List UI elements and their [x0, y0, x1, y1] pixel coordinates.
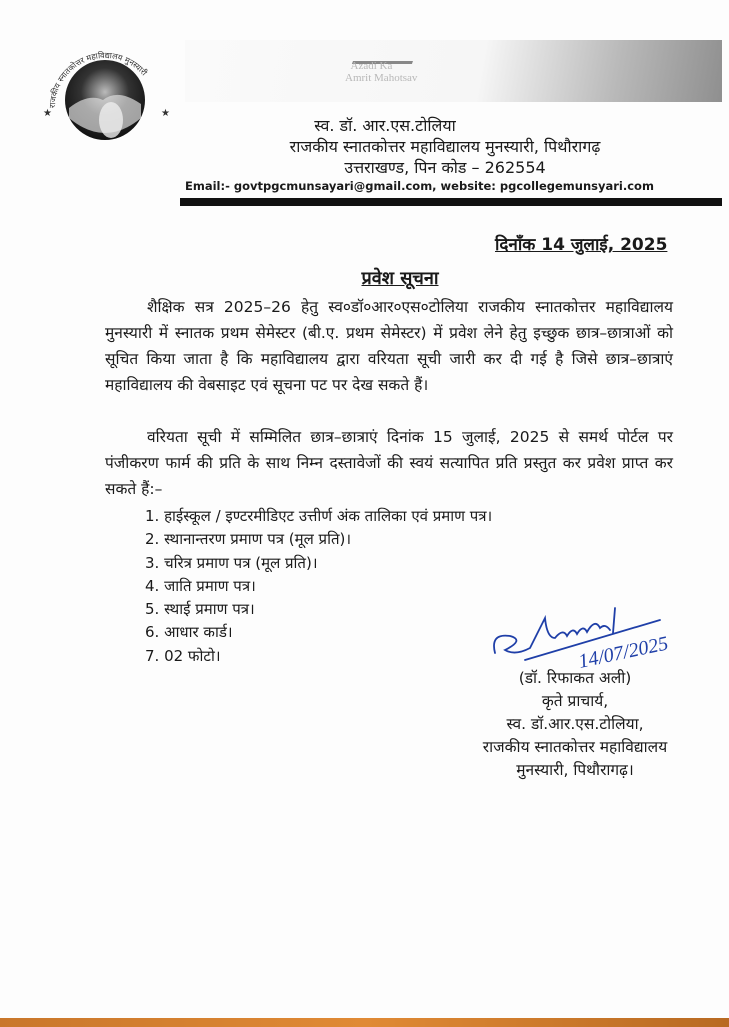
list-item: 7. 02 फोटो। [145, 646, 221, 665]
list-item: 4. जाति प्रमाण पत्र। [145, 576, 256, 595]
notice-paragraph-2: वरियता सूची में सम्मिलित छात्र–छात्राएं दिनांक 15 जुलाई, 2025 से समर्थ पोर्टल पर पंजीकरण फार्म की प्रति के साथ निम्न दस्तावेजों की स्वयं सत्यापित प्रति प्रस्तुत कर प्रवेश प्राप्त कर सकते हैं:– [105, 428, 673, 498]
list-item: 1. हाईस्कूल / इण्टरमीडिएट उत्तीर्ण अंक तालिका एवं प्रमाण पत्र। [145, 507, 493, 525]
list-item: 3. चरित्र प्रमाण पत्र (मूल प्रति)। [145, 553, 318, 572]
handwritten-signature [485, 598, 695, 673]
signatory-college-line2: राजकीय स्नातकोत्तर महाविद्यालय [482, 738, 668, 756]
college-name-line2: राजकीय स्नातकोत्तर महाविद्यालय मुनस्यारी, पिथौरागढ़ [289, 137, 601, 156]
college-address: उत्तराखण्ड, पिन कोड – 262554 [344, 158, 546, 177]
azadi-ka-amrit-mahotsav-logo: Azadi Ka Amrit Mahotsav [345, 60, 418, 84]
svg-text:राजकीय स्नातकोत्तर महाविद्यालय: राजकीय स्नातकोत्तर महाविद्यालय मुनस्यारी [47, 50, 149, 109]
svg-text:★: ★ [43, 108, 52, 119]
notice-date: दिनाँक 14 जुलाई, 2025 [495, 235, 668, 255]
letterhead-banner [185, 40, 722, 102]
college-name-line1: स्व. डॉ. आर.एस.टोलिया [314, 116, 456, 135]
signatory-designation: कृते प्राचार्य, [541, 692, 609, 710]
svg-text:14/07/2025: 14/07/2025 [576, 632, 671, 673]
header-divider [180, 198, 722, 206]
signatory-college-line1: स्व. डॉ.आर.एस.टोलिया, [506, 715, 644, 733]
signatory-college-line3: मुनस्यारी, पिथौरागढ़। [516, 761, 634, 779]
college-seal-logo [33, 38, 178, 156]
svg-text:★: ★ [161, 108, 170, 119]
page-edge [0, 1018, 729, 1027]
signatory-name: (डॉ. रिफाकत अली) [518, 669, 632, 687]
list-item: 5. स्थाई प्रमाण पत्र। [145, 600, 255, 619]
notice-title: प्रवेश सूचना [361, 268, 439, 289]
list-item: 2. स्थानान्तरण प्रमाण पत्र (मूल प्रति)। [145, 530, 352, 549]
contact-line: Email:- govtpgcmunsayari@gmail.com, website: pgcollegemunsyari.com [185, 179, 654, 193]
documents-list [145, 505, 492, 668]
notice-paragraph-1: शैक्षिक सत्र 2025–26 हेतु स्व०डॉ०आर०एस०टोलिया राजकीय स्नातकोत्तर महाविद्यालय मुनस्यारी में स्नातक प्रथम सेमेस्टर (बी.ए. प्रथम सेमेस्टर) में प्रवेश लेने हेतु इच्छुक छात्र–छात्राओं को सूचित किया जाता है कि महाविद्यालय द्वारा वरियता सूची जारी कर दी गई है जिसे छात्र–छात्राएं महाविद्यालय की वेबसाइट एवं सूचना पट पर देख सकते हैं। [105, 298, 673, 394]
list-item: 6. आधार कार्ड। [145, 623, 233, 642]
